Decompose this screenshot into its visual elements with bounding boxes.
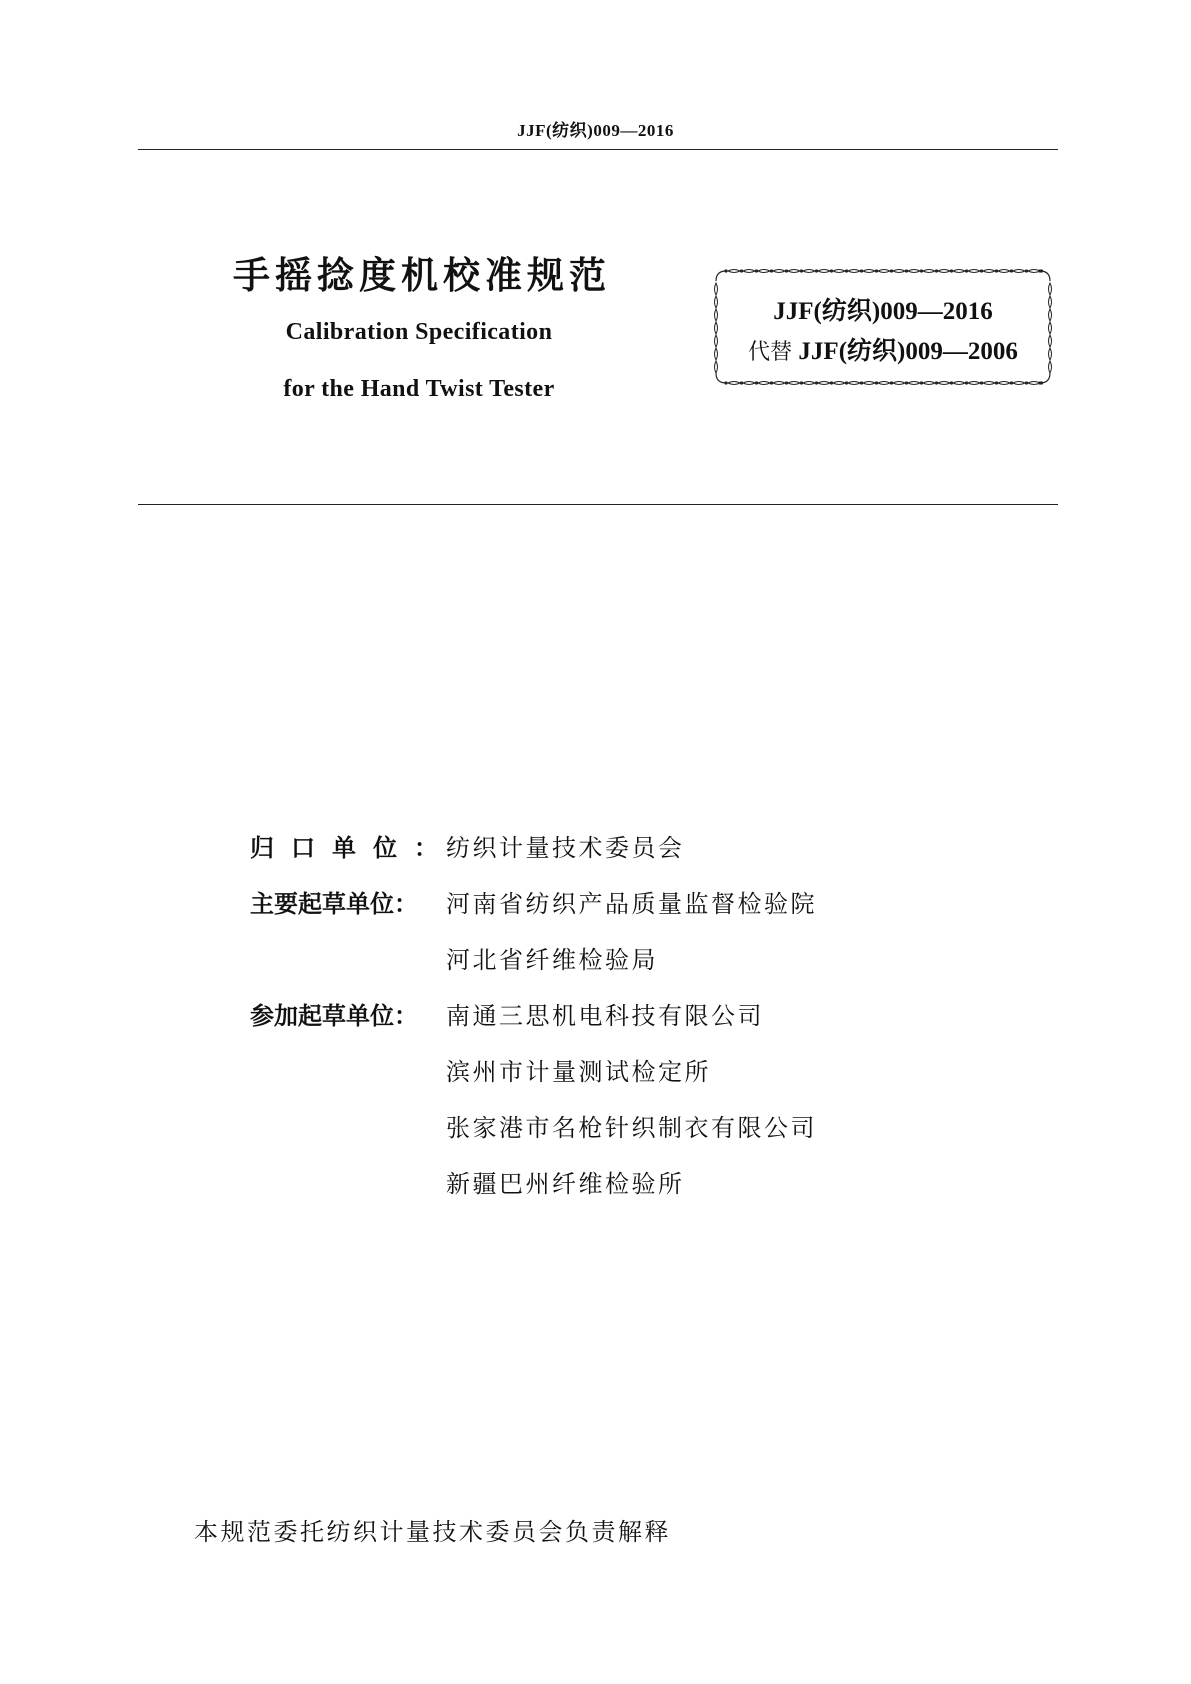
standard-code-box bbox=[712, 263, 1054, 391]
main-drafting-unit-group bbox=[250, 884, 817, 996]
document-title-chinese: 手摇捻度机校准规范 bbox=[233, 254, 611, 297]
document-title-english-line2: for the Hand Twist Tester bbox=[283, 376, 555, 402]
replaces-line bbox=[712, 331, 1054, 367]
main-drafting-list bbox=[446, 884, 817, 996]
unit-item: 河北省纤维检验局 bbox=[446, 946, 658, 974]
replaces-code: JJF(纺织)009—2006 bbox=[798, 338, 1018, 365]
decorative-border bbox=[712, 263, 1054, 391]
responsible-unit-label: 归口单位： bbox=[250, 834, 455, 862]
main-drafting-label: 主要起草单位： bbox=[250, 890, 418, 918]
participating-unit-group bbox=[250, 996, 817, 1220]
unit-item: 河南省纺织产品质量监督检验院 bbox=[446, 890, 817, 918]
unit-item: 南通三思机电科技有限公司 bbox=[446, 1002, 764, 1030]
unit-item: 滨州市计量测试检定所 bbox=[446, 1058, 711, 1086]
unit-item: 张家港市名枪针织制衣有限公司 bbox=[446, 1114, 817, 1142]
participating-label: 参加起草单位： bbox=[250, 1002, 418, 1030]
section-divider bbox=[138, 504, 1058, 505]
document-title-english-line1: Calibration Specification bbox=[285, 319, 553, 345]
header-divider bbox=[138, 149, 1058, 150]
header-standard-code: JJF(纺织)009—2016 bbox=[517, 121, 674, 140]
interpretation-note: 本规范委托纺织计量技术委员会负责解释 bbox=[194, 1518, 671, 1546]
replaces-prefix: 代替 bbox=[748, 340, 793, 365]
participating-list bbox=[446, 996, 817, 1220]
standard-code: JJF(纺织)009—2016 bbox=[773, 298, 993, 325]
responsible-unit-group bbox=[250, 828, 817, 884]
drafting-units bbox=[250, 828, 817, 1220]
unit-item: 纺织计量技术委员会 bbox=[446, 834, 685, 862]
responsible-unit-list bbox=[446, 828, 685, 884]
unit-item: 新疆巴州纤维检验所 bbox=[446, 1170, 685, 1198]
